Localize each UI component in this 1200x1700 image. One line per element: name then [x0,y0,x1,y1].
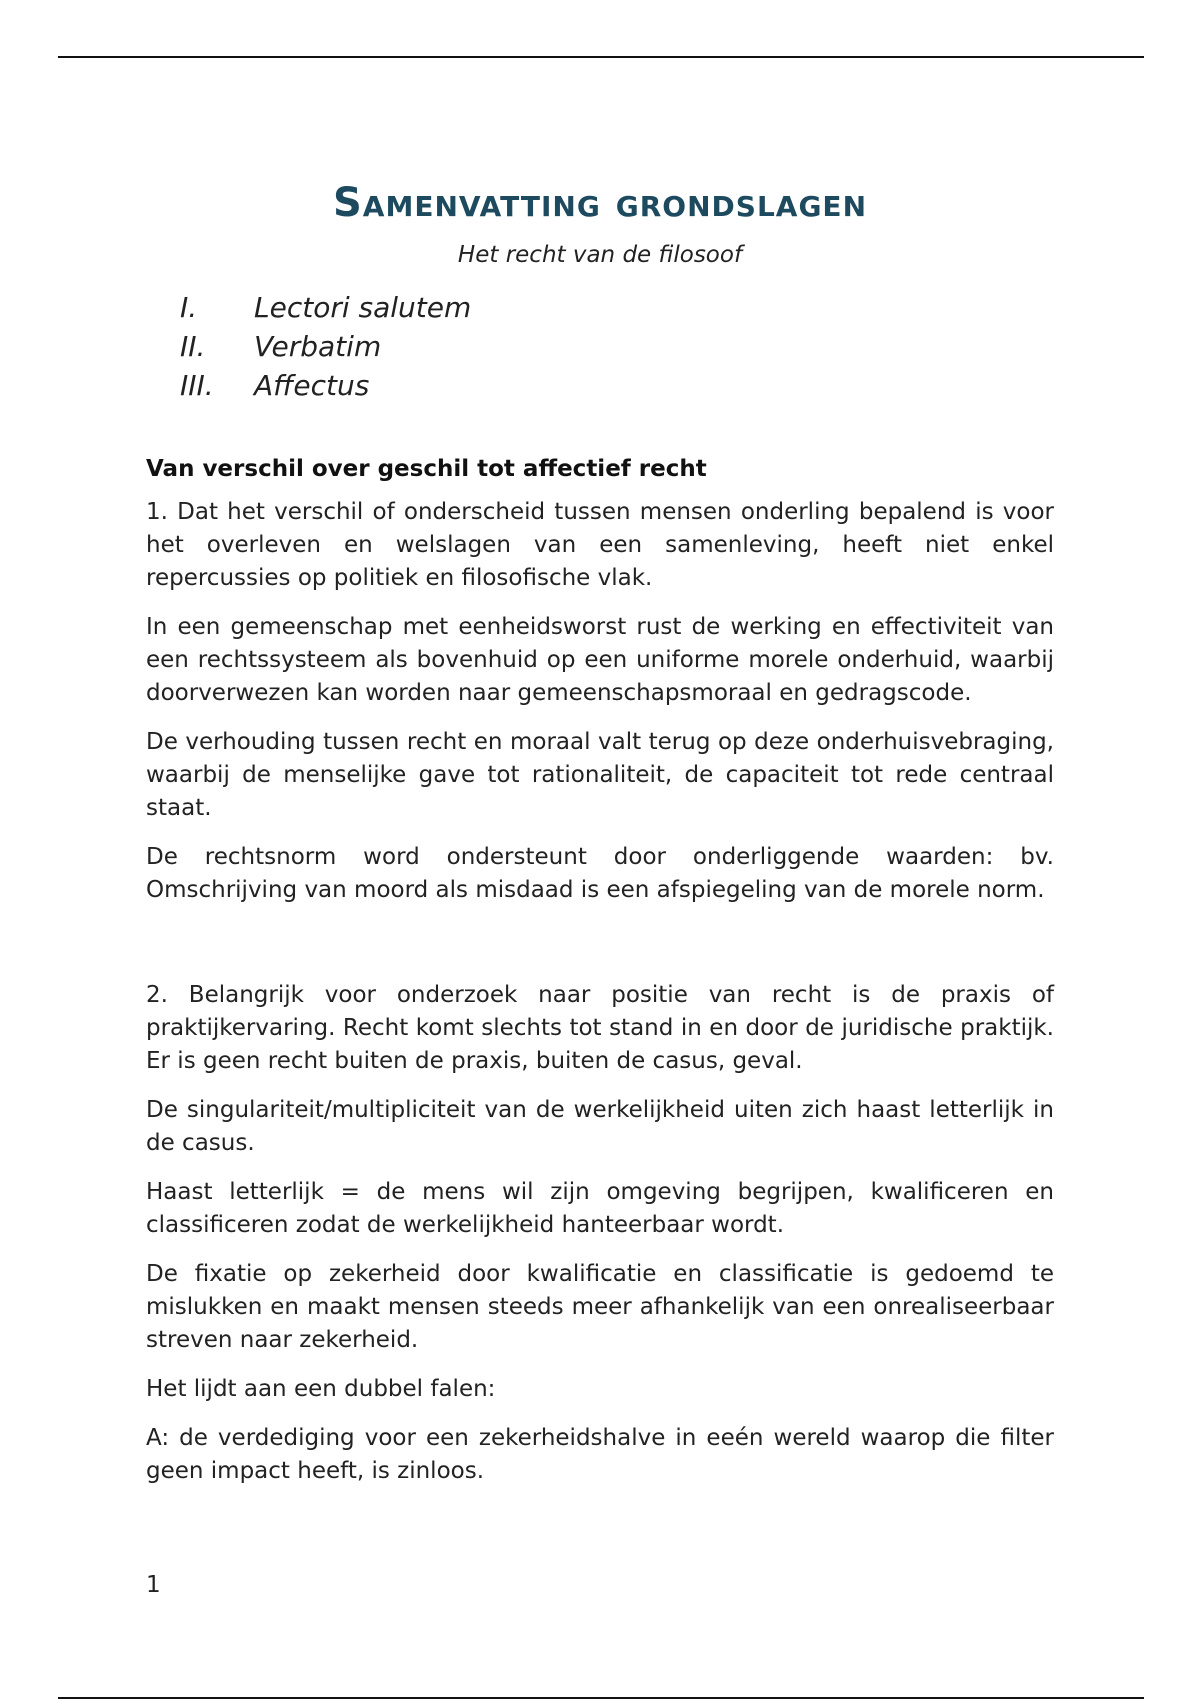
toc-number: III. [180,369,214,402]
toc-number: II. [180,330,206,363]
paragraph: De singulariteit/multipliciteit van de werkelijkheid uiten zich haast letterlijk in de casus. [146,1097,1054,1156]
table-of-contents [180,288,471,405]
bottom-rule [58,1697,1144,1699]
paragraph: In een gemeenschap met eenheidsworst rust de werking en effectiviteit van een rechtssysteem als bovenhuid op een uniforme morele onderhuid, waarbij doorverwezen kan worden naar gemeenschapsmoraal en gedragscode. [146,614,1054,706]
document-title: Samenvatting grondslagen [332,180,867,226]
page-number: 1 [146,1572,161,1598]
document-subtitle: Het recht van de filosoof [457,242,743,268]
paragraph: A: de verdediging voor een zekerheidshalve in eeén wereld waarop die filter geen impact heeft, is zinloos. [146,1425,1054,1484]
top-rule [58,56,1144,58]
toc-label: Affectus [254,369,370,402]
paragraph: 2. Belangrijk voor onderzoek naar positie van recht is de praxis of praktijkervaring. Recht komt slechts tot stand in en door de juridische praktijk. Er is geen recht buiten de praxis, buiten de casus, geval. [146,982,1054,1074]
paragraph: Haast letterlijk = de mens wil zijn omgeving begrijpen, kwalificeren en classificeren zodat de werkelijkheid hanteerbaar wordt. [146,1179,1054,1238]
paragraph: 1. Dat het verschil of onderscheid tussen mensen onderling bepalend is voor het overleven en welslagen van een samenleving, heeft niet enkel repercussies op politiek en filosofische vlak. [146,499,1054,591]
paragraph: Het lijdt aan een dubbel falen: [146,1376,496,1402]
paragraph: De verhouding tussen recht en moraal valt terug op deze onderhuisvebraging, waarbij de menselijke gave tot rationaliteit, de capaciteit tot rede centraal staat. [146,729,1054,821]
toc-item [180,366,471,405]
toc-number: I. [180,291,198,324]
paragraph: De fixatie op zekerheid door kwalificatie en classificatie is gedoemd te mislukken en maakt mensen steeds meer afhankelijk van een onrealiseerbaar streven naar zekerheid. [146,1261,1054,1353]
paragraph: De rechtsnorm word ondersteunt door onderliggende waarden: bv. Omschrijving van moord als misdaad is een afspiegeling van de morele norm. [146,844,1054,903]
toc-label: Verbatim [254,330,382,363]
toc-label: Lectori salutem [254,291,472,324]
document-body [146,456,1054,1504]
section-heading: Van verschil over geschil tot affectief recht [146,456,707,482]
toc-item [180,288,471,327]
toc-item [180,327,471,366]
